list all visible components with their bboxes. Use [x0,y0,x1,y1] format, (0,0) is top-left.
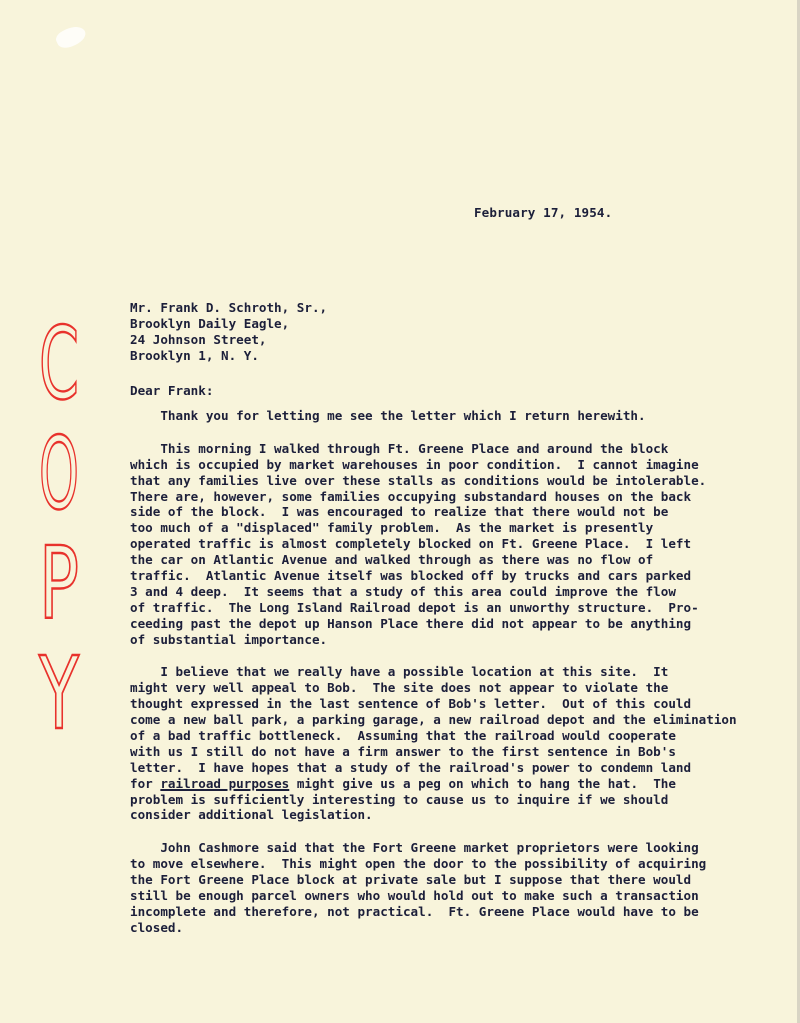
stamp-letter: P [39,525,79,642]
salutation: Dear Frank: [130,383,214,398]
text-line: that any families live over these stalls as conditions would be intolerable. [130,472,707,488]
underlined-phrase: railroad purposes [160,775,290,791]
recipient-address [130,300,327,364]
stamp-letter: O [39,415,79,532]
text-line: There are, however, some families occupying substandard houses on the back [130,488,692,504]
address-line: Brooklyn 1, N. Y. [130,347,259,363]
paragraph [130,408,760,424]
text-line: the car on Atlantic Avenue and walked through as there was no flow of [130,552,654,568]
text-line: problem is sufficiently interesting to cause us to inquire if we should [130,791,669,807]
copy-stamp [36,304,82,752]
paragraph [130,441,760,648]
letter-date: February 17, 1954. [474,205,613,220]
text-line: which is occupied by market warehouses in poor condition. I cannot imagine [130,456,699,472]
text-line: of a bad traffic bottleneck. Assuming that the railroad would cooperate [130,728,676,744]
text-line: closed. [130,919,184,935]
text-line: with us I still do not have a firm answer to the first sentence in Bob's [130,743,676,759]
text-line: ceeding past the depot up Hanson Place there did not appear to be anything [130,615,692,631]
text-line: might very well appeal to Bob. The site does not appear to violate the [130,680,669,696]
text-line: to move elsewhere. This might open the door to the possibility of acquiring [130,856,707,872]
text-line: too much of a "displaced" family problem. As the market is presently [130,520,654,536]
address-line: Mr. Frank D. Schroth, Sr., [130,300,328,315]
stamp-letter: C [39,305,79,422]
text-line: letter. I have hopes that a study of the railroad's power to condemn land [130,759,692,775]
paragraph [130,840,760,935]
text-line: of substantial importance. [130,631,328,647]
text-line: I believe that we really have a possible location at this site. It [130,664,669,680]
text-line: operated traffic is almost completely blocked on Ft. Greene Place. I left [130,536,692,552]
paper-tear-mark [54,23,89,52]
address-line: 24 Johnson Street, [130,331,267,347]
text-line: of traffic. The Long Island Railroad depot is an unworthy structure. Pro- [130,599,699,615]
text-line: come a new ball park, a parking garage, a new railroad depot and the elimination [130,712,737,728]
text-line: still be enough parcel owners who would hold out to make such a transaction [130,888,699,904]
letter-body [130,408,760,936]
text-line: side of the block. I was encouraged to realize that there would not be [130,504,669,520]
text-line: consider additional legislation. [130,807,373,823]
text-line: This morning I walked through Ft. Greene Place and around the block [130,440,669,456]
text-line: thought expressed in the last sentence of Bob's letter. Out of this could [130,696,692,712]
address-line: Brooklyn Daily Eagle, [130,315,290,331]
text-line: for railroad purposes might give us a peg on which to hang the hat. The [130,775,676,791]
stamp-letter: Y [38,635,80,752]
text-line: incomplete and therefore, not practical. Ft. Greene Place would have to be [130,903,699,919]
text-line: Thank you for letting me see the letter which I return herewith. [130,408,646,423]
text-line: the Fort Greene Place block at private sale but I suppose that there would [130,872,692,888]
text-line: 3 and 4 deep. It seems that a study of this area could improve the flow [130,583,676,599]
text-line: John Cashmore said that the Fort Greene market proprietors were looking [130,840,699,856]
text-line: traffic. Atlantic Avenue itself was blocked off by trucks and cars parked [130,568,692,584]
paragraph [130,664,760,823]
